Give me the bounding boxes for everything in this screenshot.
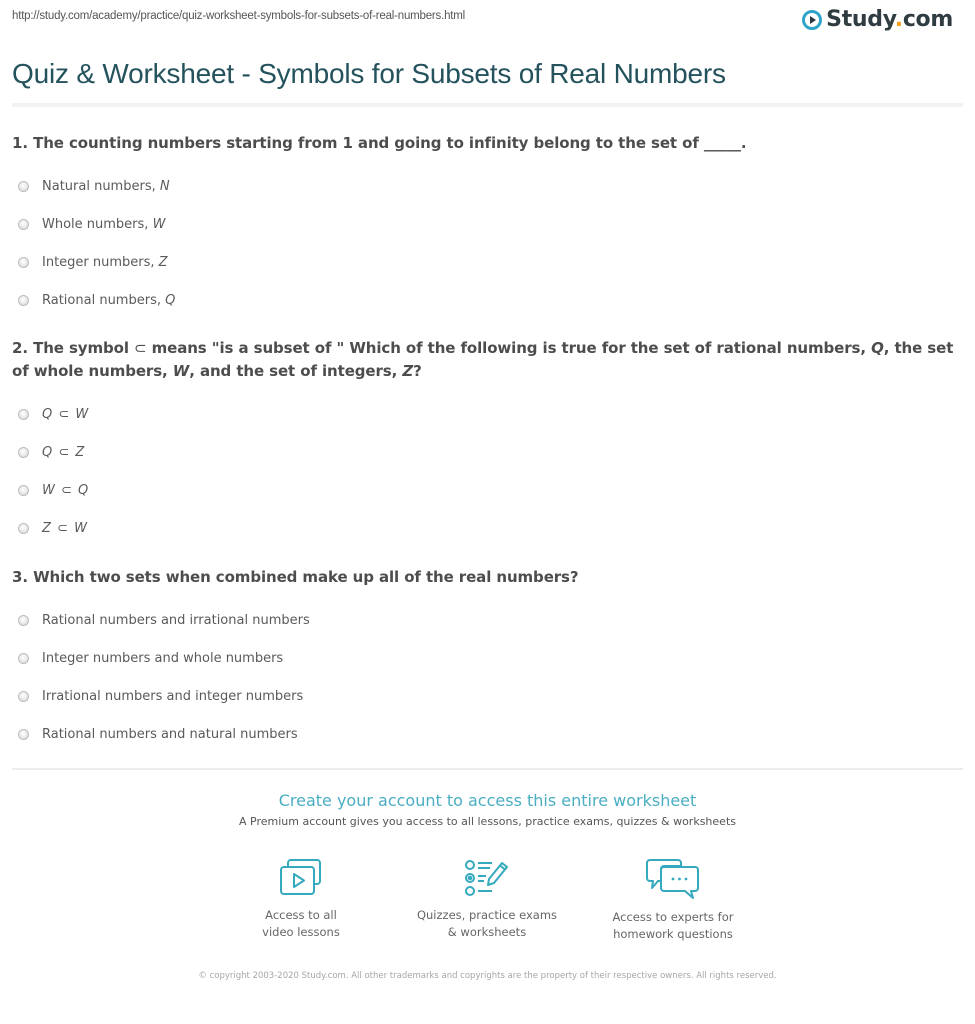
option-label: Irrational numbers and integer numbers	[42, 688, 304, 704]
question-2	[12, 337, 957, 547]
radio-button[interactable]	[18, 523, 29, 534]
answer-option[interactable]	[12, 601, 957, 639]
radio-button[interactable]	[18, 485, 29, 496]
study-logo[interactable]	[802, 7, 953, 32]
feature-quizzes	[397, 858, 577, 941]
logo-text: Study.com	[826, 7, 953, 32]
radio-button[interactable]	[18, 729, 29, 740]
cta-title[interactable]: Create your account to access this entire worksheet	[278, 791, 697, 810]
option-label: Rational numbers and irrational numbers	[42, 612, 310, 628]
video-lessons-icon	[278, 858, 324, 898]
question-1	[12, 132, 957, 319]
answer-option[interactable]	[12, 639, 957, 677]
radio-button[interactable]	[18, 409, 29, 420]
feature-experts	[583, 858, 763, 943]
answer-option[interactable]	[12, 471, 957, 509]
option-label: Q ⊂ Z	[42, 444, 86, 460]
chat-bubbles-icon	[645, 858, 701, 900]
quiz-checklist-icon	[462, 858, 512, 898]
cta-subtitle: A Premium account gives you access to all lessons, practice exams, quizzes & worksheets	[239, 815, 736, 828]
radio-button[interactable]	[18, 181, 29, 192]
option-label: W ⊂ Q	[42, 482, 90, 498]
question-text: 3. Which two sets when combined make up all of the real numbers?	[12, 568, 579, 586]
radio-button[interactable]	[18, 257, 29, 268]
cta-divider	[12, 768, 963, 770]
option-label: Z ⊂ W	[42, 520, 88, 536]
answer-option[interactable]	[12, 677, 957, 715]
radio-button[interactable]	[18, 615, 29, 626]
title-divider	[12, 103, 963, 107]
account-cta	[0, 788, 975, 828]
question-text: 2. The symbol ⊂ means "is a subset of " Which of the following is true for the set of rational numbers, Q, the set of whole numbers, W, and the set of integers, Z?	[12, 339, 954, 380]
option-label: Rational numbers and natural numbers	[42, 726, 298, 742]
question-text: 1. The counting numbers starting from 1 and going to infinity belong to the set of _____.	[12, 134, 747, 152]
copyright-footer: © copyright 2003-2020 Study.com. All other trademarks and copyrights are the property of their respective owners. All rights reserved.	[198, 971, 777, 981]
option-label: Whole numbers, W	[42, 216, 166, 232]
radio-button[interactable]	[18, 295, 29, 306]
option-label: Integer numbers, Z	[42, 254, 168, 270]
page-url[interactable]: http://study.com/academy/practice/quiz-worksheet-symbols-for-subsets-of-real-numbers.html	[12, 10, 466, 22]
feature-label: Quizzes, practice exams & worksheets	[416, 908, 558, 939]
option-label: Rational numbers, Q	[42, 292, 176, 308]
answer-option[interactable]	[12, 167, 957, 205]
page-title: Quiz & Worksheet - Symbols for Subsets of Real Numbers	[12, 58, 726, 89]
answer-option[interactable]	[12, 433, 957, 471]
option-label: Q ⊂ W	[42, 406, 90, 422]
feature-label: Access to experts for homework questions	[612, 910, 734, 941]
radio-button[interactable]	[18, 447, 29, 458]
play-circle-icon	[802, 10, 822, 30]
feature-video-lessons	[211, 858, 391, 941]
answer-option[interactable]	[12, 715, 957, 753]
option-label: Natural numbers, N	[42, 178, 170, 194]
feature-label: Access to all video lessons	[262, 908, 340, 939]
option-label: Integer numbers and whole numbers	[42, 650, 284, 666]
radio-button[interactable]	[18, 653, 29, 664]
radio-button[interactable]	[18, 691, 29, 702]
answer-option[interactable]	[12, 243, 957, 281]
answer-option[interactable]	[12, 205, 957, 243]
question-3	[12, 566, 957, 753]
answer-option[interactable]	[12, 509, 957, 547]
answer-option[interactable]	[12, 395, 957, 433]
radio-button[interactable]	[18, 219, 29, 230]
answer-option[interactable]	[12, 281, 957, 319]
top-bar	[0, 0, 975, 42]
